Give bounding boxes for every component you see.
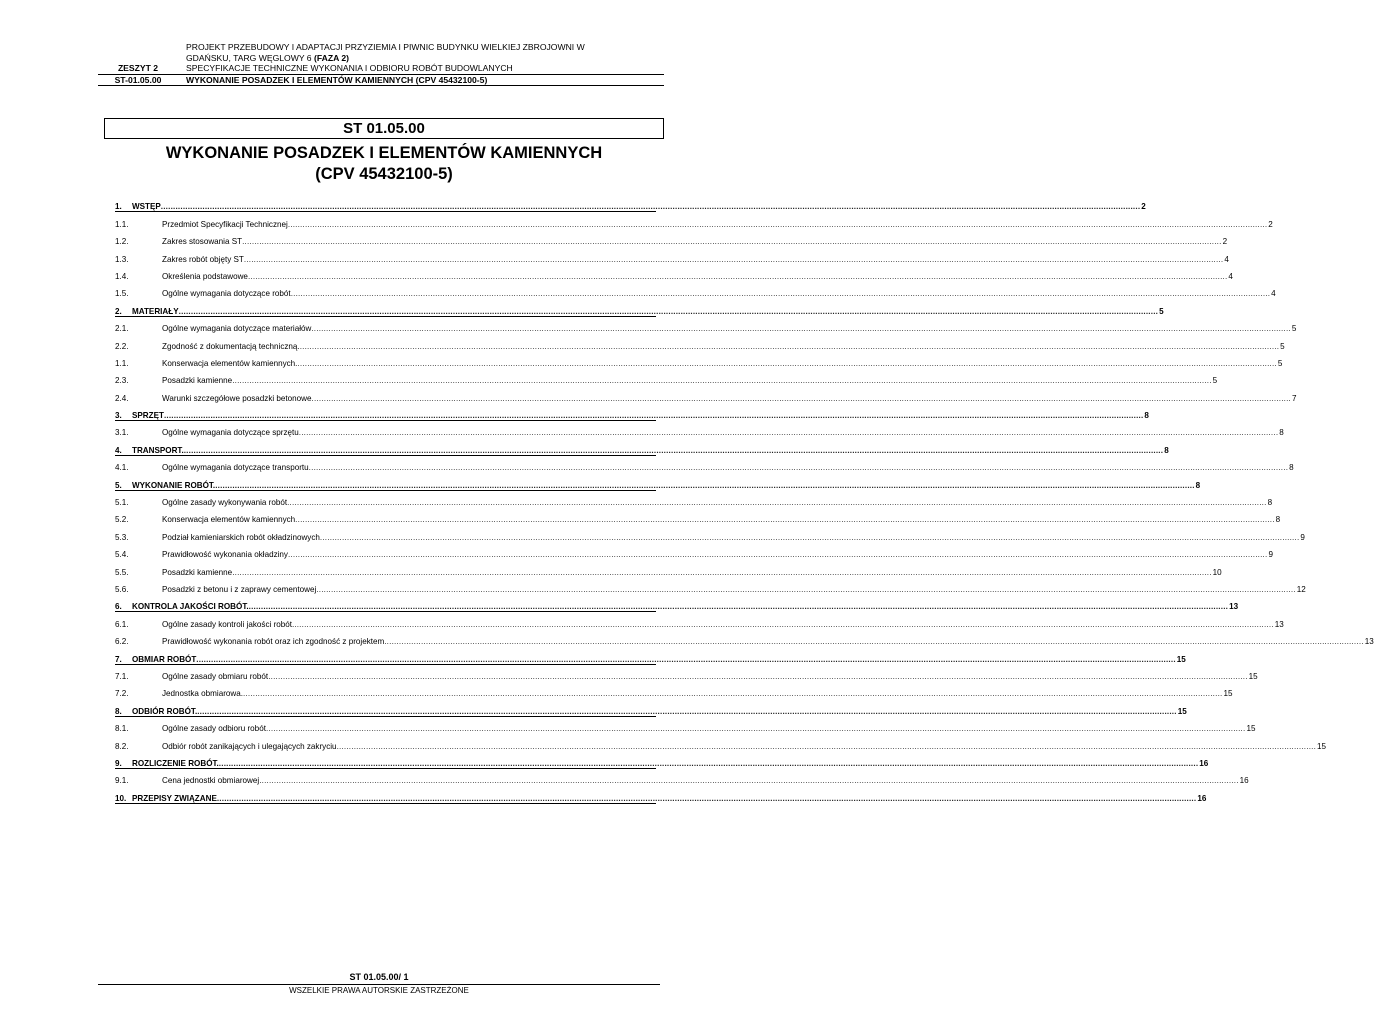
- toc-subsection-entry[interactable]: [115, 335, 1285, 352]
- toc-entry-title: MATERIAŁY: [132, 306, 179, 316]
- toc-entry-page: 2: [1141, 202, 1146, 212]
- toc-entry-page: 9: [1300, 532, 1305, 542]
- toc-dot-leader: ................................................................................................................................................................................................................................................................................................................................................................................................................: [259, 776, 1239, 786]
- toc-dot-leader: ................................................................................................................................................................................................................................................................................................................................................................................................................: [311, 324, 1291, 334]
- toc-subsection-entry[interactable]: [115, 353, 1283, 370]
- toc-entry-page: 15: [1176, 654, 1186, 664]
- toc-entry-page: 8: [1267, 498, 1273, 508]
- toc-entry-title: SPRZĘT: [132, 411, 164, 421]
- toc-subsection-entry[interactable]: [115, 283, 1276, 300]
- toc-entry-title: WSTĘP: [132, 202, 161, 212]
- toc-subsection-entry[interactable]: [115, 526, 1305, 543]
- toc-entry-page: 4: [1228, 271, 1233, 281]
- toc-entry-title: Konserwacja elementów kamiennych: [162, 515, 296, 525]
- toc-entry-number: 2.2.: [115, 341, 129, 351]
- toc-entry-page: 8: [1289, 463, 1294, 473]
- toc-entry-page: 15: [1177, 706, 1187, 716]
- toc-entry-page: 2: [1268, 219, 1273, 229]
- toc-entry-page: 5: [1280, 341, 1285, 351]
- toc-entry-page: 5: [1159, 306, 1164, 316]
- toc-entry-number: 1.3.: [115, 254, 129, 264]
- toc-dot-leader: ................................................................................................................................................................................................................................................................................................................................................................................................................: [242, 689, 1223, 699]
- toc-entry-page: 15: [1223, 689, 1233, 699]
- toc-dot-leader: ................................................................................................................................................................................................................................................................................................................................................................................................................: [218, 758, 1199, 768]
- toc-section-entry[interactable]: [115, 405, 1149, 422]
- toc-dot-leader: ................................................................................................................................................................................................................................................................................................................................................................................................................: [384, 637, 1364, 647]
- toc-dot-leader: ................................................................................................................................................................................................................................................................................................................................................................................................................: [163, 411, 1144, 421]
- toc-entry-title: Posadzki kamienne: [162, 376, 233, 386]
- toc-entry-number: 9.1.: [115, 776, 129, 786]
- toc-entry-page: 5: [1291, 324, 1297, 334]
- header-phase: (FAZA 2): [313, 52, 349, 63]
- toc-entry-title: Warunki szczegółowe posadzki betonowe: [162, 393, 312, 403]
- toc-dot-leader: ................................................................................................................................................................................................................................................................................................................................................................................................................: [299, 341, 1280, 351]
- toc-dot-leader: ................................................................................................................................................................................................................................................................................................................................................................................................................: [290, 289, 1271, 299]
- toc-entry-title: OBMIAR ROBÓT: [132, 654, 197, 664]
- toc-entry-page: 8: [1164, 445, 1169, 455]
- header-volume: ZESZYT 2: [117, 63, 159, 73]
- toc-entry-page: 5: [1277, 358, 1283, 368]
- toc-subsection-entry[interactable]: [115, 735, 1327, 752]
- toc-subsection-entry[interactable]: [115, 683, 1233, 700]
- running-header: [98, 42, 664, 86]
- toc-entry-number: 1.2.: [115, 237, 129, 247]
- toc-entry-page: 9: [1268, 550, 1273, 560]
- toc-entry-page: 4: [1271, 289, 1276, 299]
- toc-entry-number: 5.6.: [115, 584, 129, 594]
- toc-dot-leader: ................................................................................................................................................................................................................................................................................................................................................................................................................: [311, 393, 1291, 403]
- toc-dot-leader: ................................................................................................................................................................................................................................................................................................................................................................................................................: [232, 567, 1212, 577]
- toc-entry-title: Ogólne wymagania dotyczące materiałów: [162, 324, 312, 334]
- toc-subsection-entry[interactable]: [115, 457, 1294, 474]
- toc-dot-leader: ................................................................................................................................................................................................................................................................................................................................................................................................................: [183, 445, 1164, 455]
- toc-dot-leader: ................................................................................................................................................................................................................................................................................................................................................................................................................: [294, 619, 1274, 629]
- toc-subsection-entry[interactable]: [115, 422, 1284, 439]
- toc-entry-title: ROZLICZENIE ROBÓT.: [132, 758, 219, 768]
- header-project-title: [178, 42, 664, 63]
- toc-entry-number: 7.2.: [115, 689, 129, 699]
- toc-entry-title: Jednostka obmiarowa.: [162, 689, 243, 699]
- toc-entry-title: TRANSPORT.: [132, 445, 184, 455]
- toc-entry-title: Przedmiot Specyfikacji Technicznej: [162, 219, 288, 229]
- toc-dot-leader: ................................................................................................................................................................................................................................................................................................................................................................................................................: [287, 219, 1268, 229]
- toc-subsection-entry[interactable]: [115, 370, 1218, 387]
- toc-entry-number: 1.4.: [115, 271, 129, 281]
- toc-entry-page: 10: [1212, 567, 1222, 577]
- toc-subsection-entry[interactable]: [115, 248, 1229, 265]
- toc-entry-title: Prawidłowość wykonania robót oraz ich zgodność z projektem: [162, 637, 385, 647]
- toc-entry-number: 5.: [115, 480, 122, 490]
- toc-entry-page: 15: [1248, 671, 1258, 681]
- toc-dot-leader: ................................................................................................................................................................................................................................................................................................................................................................................................................: [287, 550, 1268, 560]
- toc-dot-leader: ................................................................................................................................................................................................................................................................................................................................................................................................................: [248, 602, 1229, 612]
- toc-dot-leader: ................................................................................................................................................................................................................................................................................................................................................................................................................: [319, 532, 1300, 542]
- toc-entry-title: PRZEPISY ZWIĄZANE: [132, 793, 217, 803]
- toc-entry-number: 8.1.: [115, 724, 129, 734]
- toc-entry-page: 16: [1199, 758, 1209, 768]
- toc-entry-title: Posadzki kamienne: [162, 567, 233, 577]
- toc-entry-number: 5.1.: [115, 498, 129, 508]
- toc-dot-leader: ................................................................................................................................................................................................................................................................................................................................................................................................................: [316, 584, 1296, 594]
- toc-entry-title: Ogólne wymagania dotyczące robót: [162, 289, 291, 299]
- toc-entry-title: Ogólne zasady kontroli jakości robót.: [162, 619, 295, 629]
- document-title: [104, 143, 664, 185]
- toc-dot-leader: ................................................................................................................................................................................................................................................................................................................................................................................................................: [243, 254, 1224, 264]
- toc-section-entry[interactable]: [115, 474, 1201, 491]
- toc-dot-leader: ................................................................................................................................................................................................................................................................................................................................................................................................................: [298, 428, 1279, 438]
- toc-entry-number: 3.: [115, 411, 122, 421]
- toc-dot-leader: ................................................................................................................................................................................................................................................................................................................................................................................................................: [216, 793, 1197, 803]
- toc-entry-title: Ogólne zasady odbioru robót: [162, 724, 266, 734]
- toc-entry-number: 7.: [115, 654, 122, 664]
- toc-entry-page: 8: [1195, 480, 1201, 490]
- footer-copyright: WSZELKIE PRAWA AUTORSKIE ZASTRZEŻONE: [289, 986, 469, 995]
- toc-section-entry[interactable]: [115, 300, 1164, 317]
- toc-entry-title: Zgodność z dokumentacją techniczną.: [162, 341, 300, 351]
- toc-dot-leader: ................................................................................................................................................................................................................................................................................................................................................................................................................: [242, 237, 1222, 247]
- toc-subsection-entry[interactable]: [115, 266, 1233, 283]
- toc-subsection-entry[interactable]: [115, 544, 1273, 561]
- toc-subsection-entry[interactable]: [115, 492, 1273, 509]
- toc-dot-leader: ................................................................................................................................................................................................................................................................................................................................................................................................................: [297, 358, 1277, 368]
- header-project-line2: [186, 53, 664, 64]
- toc-entry-number: 2.1.: [115, 324, 129, 334]
- toc-entry-page: 4: [1224, 254, 1229, 264]
- toc-subsection-entry[interactable]: [115, 666, 1258, 683]
- toc-entry-number: 5.4.: [115, 550, 129, 560]
- toc-section-entry[interactable]: [115, 700, 1187, 717]
- toc-dot-leader: ................................................................................................................................................................................................................................................................................................................................................................................................................: [287, 498, 1267, 508]
- toc-entry-page: 15: [1317, 741, 1327, 751]
- toc-entry-title: Określenia podstawowe: [162, 271, 248, 281]
- toc-entry-title: Zakres stosowania ST: [162, 237, 243, 247]
- toc-entry-title: Ogólne zasady obmiaru robót: [162, 671, 269, 681]
- header-spec-row: [98, 75, 664, 87]
- toc-entry-number: 5.5.: [115, 567, 129, 577]
- toc-entry-page: 12: [1296, 584, 1306, 594]
- toc-dot-leader: ................................................................................................................................................................................................................................................................................................................................................................................................................: [160, 202, 1141, 212]
- header-volume-row: [98, 63, 664, 75]
- toc-subsection-entry[interactable]: [115, 509, 1281, 526]
- toc-entry-number: 1.1.: [115, 219, 129, 229]
- toc-entry-number: 1.1.: [115, 358, 129, 368]
- toc-entry-number: 1.5.: [115, 289, 129, 299]
- toc-entry-page: 8: [1144, 411, 1149, 421]
- toc-entry-page: 13: [1229, 602, 1239, 612]
- toc-dot-leader: ................................................................................................................................................................................................................................................................................................................................................................................................................: [232, 376, 1212, 386]
- toc-section-entry[interactable]: [115, 596, 1239, 613]
- toc-subsection-entry[interactable]: [115, 318, 1297, 335]
- toc-entry-number: 9.: [115, 758, 122, 768]
- toc-subsection-entry[interactable]: [115, 718, 1256, 735]
- toc-entry-number: 2.3.: [115, 376, 129, 386]
- toc-section-entry[interactable]: [115, 753, 1209, 770]
- spec-code-box: ST 01.05.00: [104, 118, 664, 139]
- toc-entry-title: KONTROLA JAKOŚCI ROBÓT.: [132, 602, 249, 612]
- header-project-line1: PROJEKT PRZEBUDOWY I ADAPTACJI PRZYZIEMIA I PIWNIC BUDYNKU WIELKIEJ ZBROJOWNI W: [186, 42, 585, 52]
- footer-page-reference: ST 01.05.00/ 1: [349, 972, 409, 982]
- toc-entry-number: 4.: [115, 445, 122, 455]
- toc-entry-number: 3.1.: [115, 428, 129, 438]
- toc-section-entry[interactable]: [115, 196, 1146, 213]
- table-of-contents: [115, 196, 1374, 805]
- toc-entry-page: 16: [1197, 793, 1207, 803]
- header-spec-code: ST-01.05.00: [114, 74, 162, 85]
- toc-entry-title: Odbiór robót zanikających i ulegających zakryciu: [162, 741, 337, 751]
- toc-entry-page: 13: [1274, 619, 1284, 629]
- toc-entry-number: 7.1.: [115, 671, 129, 681]
- toc-subsection-entry[interactable]: [115, 770, 1249, 787]
- toc-dot-leader: ................................................................................................................................................................................................................................................................................................................................................................................................................: [265, 724, 1246, 734]
- toc-entry-number: 10.: [115, 793, 127, 803]
- document-title-line2: (CPV 45432100-5): [315, 165, 453, 183]
- toc-dot-leader: ................................................................................................................................................................................................................................................................................................................................................................................................................: [268, 671, 1248, 681]
- toc-entry-title: Ogólne wymagania dotyczące transportu: [162, 463, 309, 473]
- header-project-line2-text: GDAŃSKU, TARG WĘGLOWY 6: [186, 52, 314, 63]
- toc-entry-number: 6.2.: [115, 637, 129, 647]
- toc-entry-title: Posadzki z betonu i z zaprawy cementowej: [162, 584, 317, 594]
- toc-entry-page: 8: [1275, 515, 1281, 525]
- toc-entry-page: 16: [1239, 776, 1249, 786]
- toc-dot-leader: ................................................................................................................................................................................................................................................................................................................................................................................................................: [247, 271, 1228, 281]
- toc-subsection-entry[interactable]: [115, 231, 1228, 248]
- toc-entry-title: Ogólne zasady wykonywania robót: [162, 498, 288, 508]
- toc-entry-number: 1.: [115, 202, 122, 212]
- header-volume-desc: SPECYFIKACJE TECHNICZNE WYKONANIA I ODBIORU ROBÓT BUDOWLANYCH: [186, 63, 513, 73]
- toc-entry-page: 2: [1222, 237, 1228, 247]
- toc-entry-title: ODBIÓR ROBÓT.: [132, 706, 198, 716]
- toc-entry-title: Zakres robót objęty ST: [162, 254, 244, 264]
- toc-entry-title: Podział kamieniarskich robót okładzinowych: [162, 532, 320, 542]
- toc-entry-page: 13: [1364, 637, 1374, 647]
- toc-entry-title: Konserwacja elementów kamiennych.: [162, 358, 298, 368]
- toc-subsection-entry[interactable]: [115, 613, 1284, 630]
- toc-dot-leader: ................................................................................................................................................................................................................................................................................................................................................................................................................: [178, 306, 1159, 316]
- toc-entry-page: 15: [1246, 724, 1256, 734]
- toc-entry-title: Cena jednostki obmiarowej: [162, 776, 260, 786]
- toc-entry-number: 5.2.: [115, 515, 129, 525]
- toc-entry-number: 4.1.: [115, 463, 129, 473]
- toc-section-entry[interactable]: [115, 648, 1186, 665]
- toc-entry-number: 2.: [115, 306, 122, 316]
- toc-entry-page: 8: [1279, 428, 1284, 438]
- toc-dot-leader: ................................................................................................................................................................................................................................................................................................................................................................................................................: [196, 654, 1176, 664]
- header-spec-title: WYKONANIE POSADZEK I ELEMENTÓW KAMIENNYCH (CPV 45432100-5): [186, 74, 488, 85]
- toc-subsection-entry[interactable]: [115, 631, 1374, 648]
- toc-entry-number: 8.: [115, 706, 122, 716]
- toc-entry-number: 2.4.: [115, 393, 129, 403]
- toc-subsection-entry[interactable]: [115, 561, 1222, 578]
- toc-entry-number: 6.: [115, 602, 122, 612]
- toc-dot-leader: ................................................................................................................................................................................................................................................................................................................................................................................................................: [295, 515, 1275, 525]
- toc-entry-page: 7: [1292, 393, 1297, 403]
- toc-section-entry[interactable]: [115, 787, 1207, 804]
- toc-dot-leader: ................................................................................................................................................................................................................................................................................................................................................................................................................: [308, 463, 1289, 473]
- toc-entry-number: 8.2.: [115, 741, 129, 751]
- toc-dot-leader: ................................................................................................................................................................................................................................................................................................................................................................................................................: [215, 480, 1195, 490]
- toc-subsection-entry[interactable]: [115, 387, 1297, 404]
- toc-entry-title: Prawidłowość wykonania okładziny: [162, 550, 288, 560]
- page-footer: [98, 972, 660, 996]
- toc-entry-title: WYKONANIE ROBÓT.: [132, 480, 216, 490]
- toc-dot-leader: ................................................................................................................................................................................................................................................................................................................................................................................................................: [336, 741, 1317, 751]
- header-project-row: [98, 42, 664, 63]
- toc-entry-number: 5.3.: [115, 532, 129, 542]
- toc-subsection-entry[interactable]: [115, 213, 1273, 230]
- toc-dot-leader: ................................................................................................................................................................................................................................................................................................................................................................................................................: [197, 706, 1177, 716]
- document-title-line1: WYKONANIE POSADZEK I ELEMENTÓW KAMIENNYCH: [165, 144, 603, 162]
- toc-section-entry[interactable]: [115, 439, 1169, 456]
- toc-entry-page: 5: [1212, 376, 1218, 386]
- toc-subsection-entry[interactable]: [115, 579, 1306, 596]
- toc-entry-number: 6.1.: [115, 619, 129, 629]
- toc-entry-title: Ogólne wymagania dotyczące sprzętu: [162, 428, 299, 438]
